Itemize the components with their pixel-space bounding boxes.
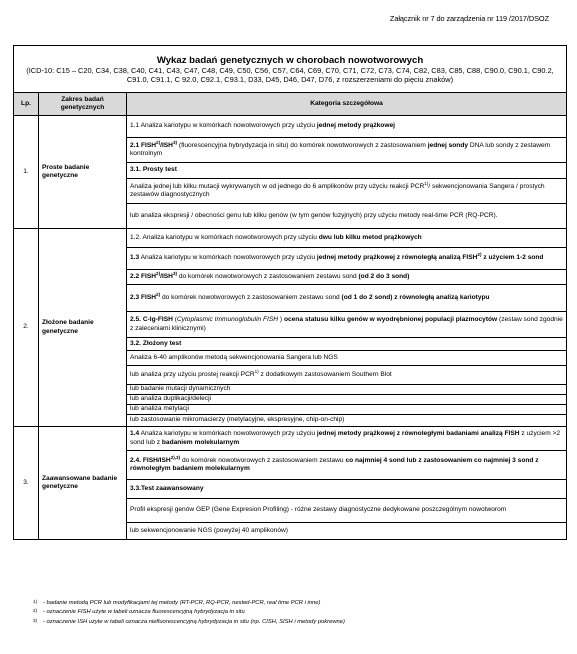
table-row (14, 427, 567, 451)
category-cell: 1.4 Analiza kariotypu w komórkach nowotworowych przy użyciu jednej metody prążkowej z równoległymi badaniami analizą FISH z użyciem >2 sond lub z badaniem molekularnym (127, 427, 567, 451)
table-title-cell (14, 46, 567, 93)
icd-codes: (ICD-10: C15 – C20, C34, C38, C40, C41, C43, C47, C48, C49, C50, C56, C57, C64, C69, C70, C71, C72, C73, C74, C82, C83, C85, C88, C90.0, C90.1, C90.2, C91.0, C91.1, C 92.0, C92.1, C93.1, D33, D45, D46, D47, D76, z rozszerzeniami do pięciu znaków) (26, 65, 554, 84)
footnote-mark: 1) (33, 599, 38, 604)
footnote-mark: 3) (33, 617, 38, 623)
header-lp: Lp. (14, 93, 39, 116)
category-cell: 1.2. Analiza kariotypu w komórkach nowotworowych przy użyciu dwu lub kilku metod prążkowych (127, 229, 567, 248)
category-cell: 1.3 Analiza kariotypu w komórkach nowotworowych przy użyciu jednej metody prążkowej z równoległą analizą FISH$^{2)}$ z użyciem 1-2 sond (127, 248, 567, 270)
category-cell: 2.5. C-Ig-FISH (Cytoplasmic Immunoglobulin FISH ) ocena statusu kilku genów w wyodrębnionej populacji plazmocytów (zestaw sond zgodnie z zaleceniami klinicznymi) (127, 312, 567, 338)
category-cell: lub sekwencjonowanie NGS (powyżej 40 amplikonów) (127, 523, 567, 540)
footnote (33, 599, 553, 608)
footnote-text: - oznaczenie ISH użyte w tabeli oznacza niefluorescencyjną hybrydyzacja in situ (np. CISH, SISH i metody pokrewne) (43, 618, 345, 625)
footnote-text: - badanie metodą PCR lub modyfikacjami tej metody (RT-PCR, RQ-PCR, nested-PCR, real time PCR i inne) (43, 600, 321, 606)
category-cell: lub analiza metylacji (127, 405, 567, 415)
category-cell: 2.4. FISH/$ISH^{2),3)}$ do komórek nowotworowych z zastosowaniem zestawu co najmniej 4 sond lub z zastosowaniem co najmniej 3 sond z równoległym badaniem molekularnym (127, 451, 567, 480)
category-cell: 2.2 FISH$^{2)}$/ISH$^{3)}$ do komórek nowotworowych z zastosowaniem zestawu sond (od 2 do 3 sond) (127, 270, 567, 285)
header-row (14, 93, 567, 116)
annex-reference: Załącznik nr 7 do zarządzenia nr 119 /2017/DSOZ (389, 14, 549, 23)
category-cell: 2.1 FISH$^{2)}$/ISH$^{3)}$ (fluorescencyjna hybrydyzacja in situ) do komórek nowotworowych z zastosowaniem jednej sondy DNA lub sondy z zestawem kontrolnym (127, 138, 567, 163)
category-cell: Analiza jednej lub kilku mutacji wykrywanych w od jednego do 6 amplikonów przy użyciu reakcji PCR$^{1)}$/ sekwencjonowania Sangera / prostych zestawów diagnostycznych (127, 179, 567, 204)
title-row (14, 46, 567, 93)
category-cell: Profil ekspresji genów GEP (Gene Expresion Profiling) - różne zestawy diagnostyczne dedykowane poszczególnym nowotworom (127, 499, 567, 523)
category-cell: 3.3.Test zaawansowany (127, 480, 567, 499)
group-scope: Zaawansowane badanie genetyczne (39, 427, 127, 540)
footnotes (33, 599, 553, 627)
table-title: Wykaz badań genetycznych w chorobach nowotworowych (156, 54, 424, 66)
footnote-text: - oznaczenie FISH użyte w tabeli oznacza fluorescencyjną hybrydyzacja in situ (43, 609, 245, 616)
group-number: 1. (14, 116, 39, 229)
category-cell: 1.1 Analiza kariotypu w komórkach nowotworowych przy użyciu jednej metody prążkowej (127, 116, 567, 138)
group-number: 3. (14, 427, 39, 540)
footnote-mark: 2) (33, 608, 38, 614)
group-scope: Złożone badanie genetyczne (39, 229, 127, 427)
footnote (33, 608, 553, 617)
category-cell: lub zastosowanie mikromacierzy (metylacyjne, ekspresyjne, chip-on-chip) (127, 415, 567, 427)
category-cell: lub analiza ekspresji / obecności genu lub kilku genów (w tym genów fuzyjnych) przy użyciu metody real-time PCR (RQ-PCR). (127, 204, 567, 229)
category-cell: 2.3 FISH$^{2)}$ do komórek nowotworowych z zastosowaniem zestawu sond (od 1 do 2 sond) z równoległą analizą kariotypu (127, 285, 567, 312)
category-cell: Analiza 6-40 amplikonów metodą sekwencjonowania Sangera lub NGS (127, 351, 567, 366)
table-row (14, 116, 567, 138)
category-cell: lub badanie mutacji dynamicznych (127, 385, 567, 395)
category-cell: lub analiza przy użyciu prostej reakcji PCR$^{1)}$ z dodatkowym zastosowaniem Southern Blot (127, 366, 567, 385)
category-cell: lub analiza duplikacji/delecji (127, 395, 567, 405)
footnote (33, 618, 553, 627)
table-row (14, 229, 567, 248)
category-cell: 3.1. Prosty test (127, 163, 567, 179)
group-scope: Proste badanie genetyczne (39, 116, 127, 229)
category-cell: 3.2. Złożony test (127, 338, 567, 351)
header-scope: Zakres badań genetycznych (39, 93, 127, 116)
genetic-tests-table (13, 45, 567, 540)
group-number: 2. (14, 229, 39, 427)
header-category: Kategoria szczegółowa (127, 93, 567, 116)
